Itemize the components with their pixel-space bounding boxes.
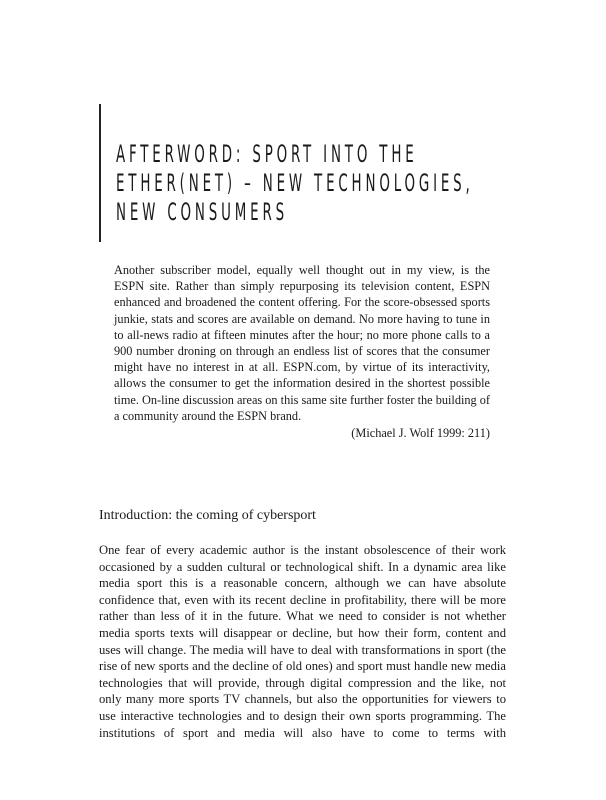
epigraph-citation: (Michael J. Wolf 1999: 211) [351, 426, 490, 440]
chapter-title-line-3: NEW CONSUMERS [116, 198, 288, 226]
epigraph-quote: Another subscriber model, equally well thought out in my view, is the ESPN site. Rather than simply repurposing its television content, ESPN enhanced and broadened the content offering. For the score-obsessed sports junkie, stats and scores are available on demand. No more having to tune in to all-news radio at fifteen minutes after the hour; no more phone calls to a 900 number droning on through an endless list of scores that the consumer might have no interest in at all. ESPN.com, by virtue of its interactivity, allows the consumer to get the information desired in the shortest possible time. On-line discussion areas on this same site further foster the building of a community around the ESPN brand. [114, 263, 490, 423]
chapter-title [116, 140, 474, 227]
section-heading: Introduction: the coming of cybersport [99, 508, 316, 523]
chapter-title-line-2: ETHER(NET) – NEW TECHNOLOGIES, [116, 169, 474, 197]
chapter-title-rule [99, 104, 101, 242]
chapter-title-line-1: AFTERWORD: SPORT INTO THE [116, 140, 418, 168]
body-paragraph: One fear of every academic author is the instant obsolescence of their work occasioned by a sudden cultural or technological shift. In a dynamic area like media sport this is a reasonable concern, although we can have absolute confidence that, even with its recent decline in profitability, there will be more rather than less of it in the future. What we need to consider is not whether media sports texts will disappear or decline, but how their form, content and uses will change. The media will have to deal with transformations in sport (the rise of new sports and the decline of old ones) and sport must handle new media technologies that will provide, through digital compression and the like, not only many more sports TV channels, but also the opportunities for viewers to use interactive technologies and to design their own sports programming. The institutions of sport and media will also have to come to terms with [99, 543, 506, 740]
